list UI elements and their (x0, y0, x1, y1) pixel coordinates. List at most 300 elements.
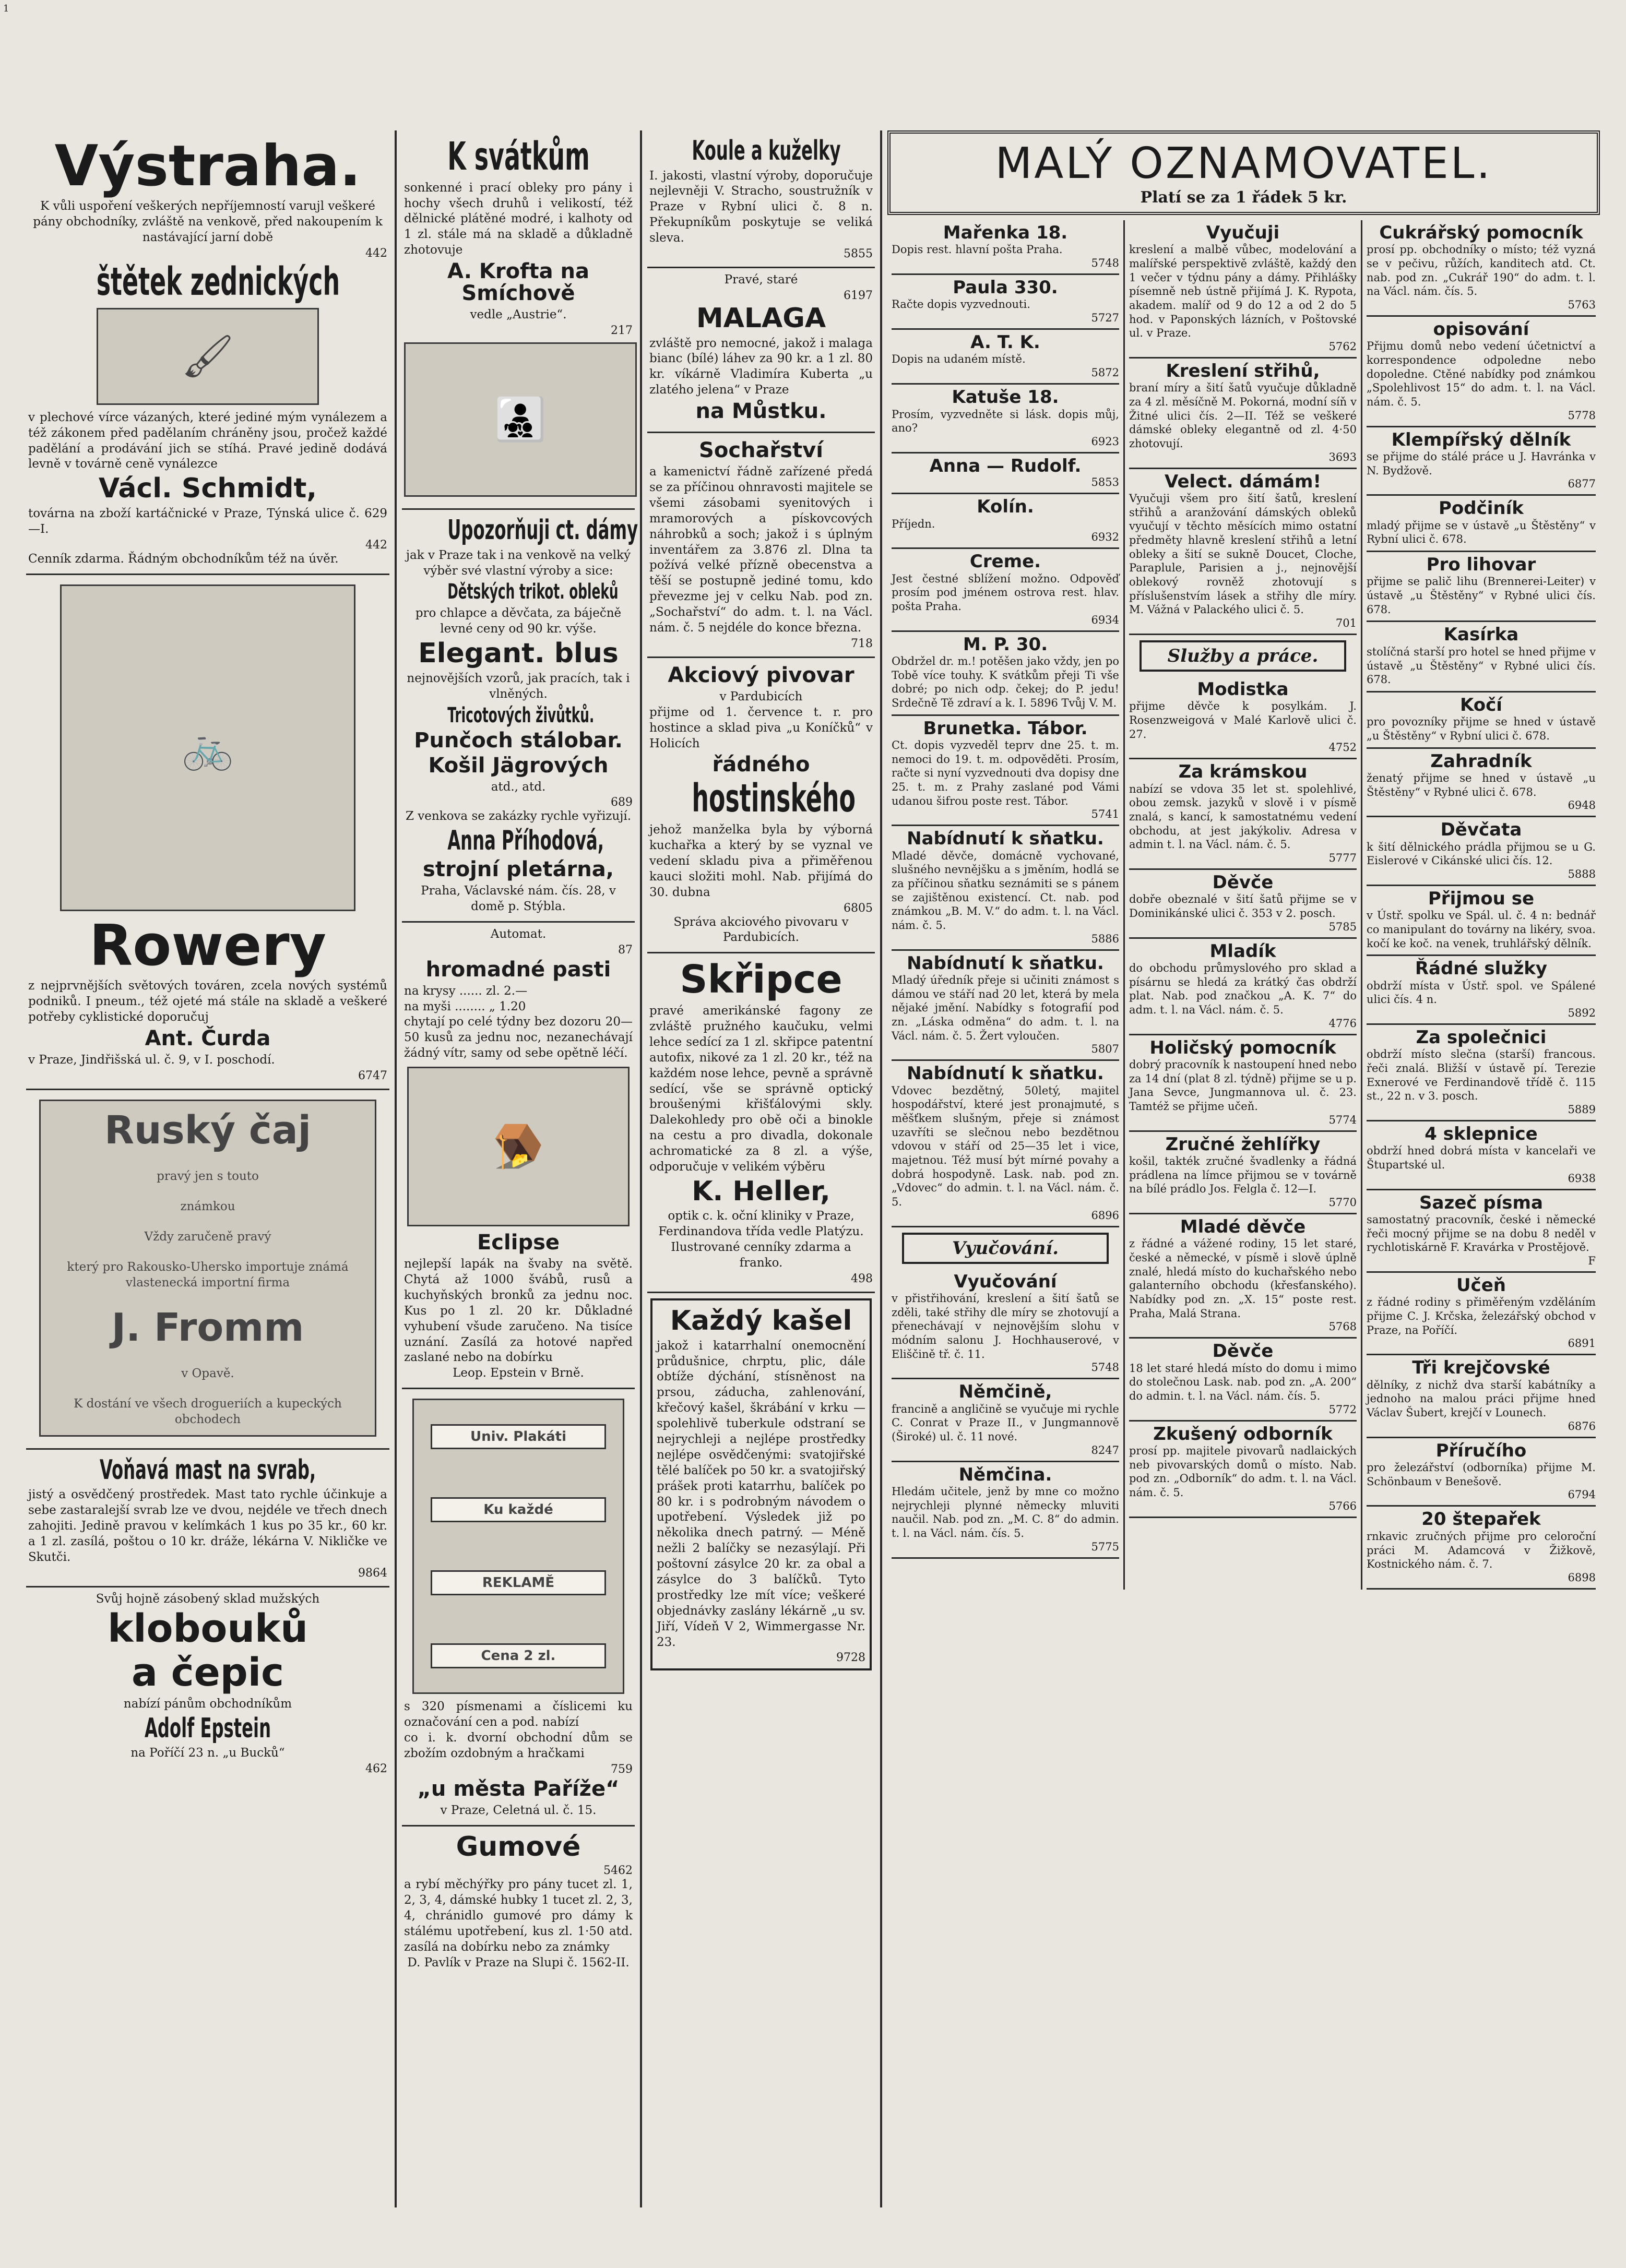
ad-text: továrna na zboží kartáčnické v Praze, Týnská ulice č. 629—I. (28, 506, 387, 536)
classified-heading: Modistka (1197, 678, 1289, 700)
section-label-vyucovani: Vyučování. (902, 1233, 1109, 1264)
ad-title: MALAGA (696, 302, 826, 334)
classified-number: 701 (1335, 616, 1357, 629)
ad-text: jistý a osvědčený prostředek. Mast tato rychle účinkuje a sebe zastaralejší svrab lze ve dvou, nejdéle ve třech dnech zahojiti. Jedině pravou v kelímkách 1 kus po 35 kr., 60 kr. a 1 zl. zasílá, poštou o 10 kr. dráže, lékárna V. Nikličke ve Skutči. (28, 1488, 387, 1564)
ad-number: 6197 (844, 289, 873, 302)
classified-number: 5772 (1328, 1403, 1357, 1416)
classified-text: Jest čestné sblížení možno. Odpověď prosím pod jménem ostrova rest. hlav. pošta Praha. (892, 572, 1119, 613)
ad-subtitle: Elegant. blus (418, 638, 619, 670)
ad-svatkum (402, 130, 635, 510)
ad-number: 759 (611, 1762, 633, 1776)
classified-heading: Děvče (1212, 872, 1274, 893)
classified-heading: Nabídnutí k sňatku. (907, 1063, 1104, 1084)
ad-title: Každý kašel (670, 1305, 852, 1337)
classified-ad (1367, 886, 1596, 956)
classified-number: 5748 (1091, 1361, 1119, 1374)
signboard-illustration (412, 1399, 624, 1694)
classified-ad (1129, 220, 1357, 359)
classified-ad (1367, 496, 1596, 552)
classified-text: 18 let staré hledá místo do domu i mimo do stolečnou Lask. nab. pod zn. „A. 200“ do admin. t. l. na Václ. nám. čís. 5. (1129, 1362, 1357, 1403)
ad-pivovar (647, 658, 875, 953)
ad-text: v Praze, Jindřišská ul. č. 9, v I. poschodí. (28, 1053, 275, 1067)
classified-text: Račte dopis vyzvednouti. (892, 298, 1030, 311)
board-plank: Univ. Plakáti (431, 1424, 606, 1449)
ad-rusky-caj (26, 1090, 389, 1450)
classified-heading: Mladík (1209, 940, 1276, 962)
classified-number: 5886 (1091, 932, 1119, 945)
classified-heading: Učeň (1456, 1275, 1506, 1296)
classified-number: 6948 (1568, 799, 1596, 812)
classified-ad (1367, 427, 1596, 496)
ad-subtitle: štětek zednických (96, 259, 340, 305)
classified-heading: Holičský pomocník (1149, 1037, 1336, 1058)
classified-number: 4776 (1328, 1017, 1357, 1030)
board-plank: REKLAMĚ (431, 1570, 606, 1595)
ad-text: nejlepší lapák na švaby na světě. Chytá až 1000 švábů, rusů a kuchyňských bronků za jednu noc. Kus po 1 zl. 20 kr. Důkladné vyhubení všude zaručeno. Na tisíce uznání. Zasílá za hotové napřed zaslané nebo na dobírku (404, 1257, 633, 1365)
ad-subtitle: Košil Jägrových (428, 753, 609, 778)
classified-heading: Zkušený odborník (1153, 1423, 1333, 1445)
ad-text: v plechové vírce vázaných, které jediné mým vynálezem a též zákonem před padělaním chráněny jsou, pročež každé padělání a prodávání jich se stíhá. Pravé jedině dodává levně v továrně ceně vynálezce (28, 410, 387, 471)
classified-text: v přistřihování, kreslení a šití šatů se zděli, také střihy dle míry se zhotovují a přenechávají v nejnovějším slohu v módním salonu J. Hochhauserové, v Eliščině tř. č. 11. (892, 1292, 1119, 1360)
banner-title: MALÝ OZNAMOVATEL. (995, 139, 1492, 188)
classified-heading: M. P. 30. (963, 634, 1048, 655)
classified-ad (1367, 817, 1596, 886)
ad-text: optik c. k. oční kliniky v Praze, Ferdinandova třída vedle Platýzu. (658, 1209, 864, 1239)
classified-heading: Příručího (1435, 1440, 1527, 1461)
classified-ad (1129, 359, 1357, 469)
classified-text: mladý přijme se v ústavě „u Štěstěny“ v Rybní ulici č. 678. (1366, 519, 1596, 546)
ad-text: v Praze, Celetná ul. č. 15. (440, 1803, 597, 1817)
classified-number: 5807 (1091, 1043, 1119, 1056)
classified-number: 8247 (1091, 1443, 1119, 1457)
ad-text: který pro Rakousko-Uhersko importuje známá vlastenecká importní firma (67, 1260, 349, 1290)
ad-name: Václ. Schmidt, (98, 473, 317, 505)
classified-heading: Za krámskou (1178, 761, 1308, 783)
classified-heading: Cukrářský pomocník (1379, 222, 1583, 243)
classified-number: 4752 (1328, 741, 1357, 754)
ad-subtitle: Punčoch stálobar. (414, 728, 623, 753)
classified-text: rnkavic zručných přijme pro celoroční práci M. Adamcová v Žižkově, Kostnického nám. č. 7. (1366, 1530, 1596, 1571)
classified-text: k šití dělnického prádla přijmou se u G. Eislerové v Cikánské ulici čís. 12. (1366, 840, 1596, 867)
ad-koule (647, 130, 875, 268)
classified-text: ženatý přijme se hned v ústavě „u Štěstěny“ v Rybné ulici č. 678. (1366, 771, 1596, 798)
classified-ad (1367, 1507, 1596, 1589)
classified-text: prosí pp. obchodníky o místo; též vyzná se v pečivu, růžích, kanditech atd. Ct. nab. pod zn. „Cukrář 190“ do adm. t. l. na Václ. nám. čís. 5. (1366, 243, 1596, 298)
classified-text: stolíčná starší pro hotel se hned přijme v ústavě „u Štěstěny“ v Rybné ulici čís. 678. (1366, 645, 1596, 686)
classified-text: v Ústř. spolku ve Spál. ul. č. 4 n: bednář co manipulant do továrny na likéry, svoa. kočí ke koč. na venek, truhlářský dělník. (1366, 909, 1596, 950)
classified-heading: Paula 330. (953, 277, 1058, 299)
classified-number: 3693 (1328, 450, 1357, 463)
classified-text: francině a angličině se vyučuje mi rychle C. Conrat v Praze II., v Jungmannově (Široké) ul. č. 11 nové. (892, 1402, 1119, 1443)
classified-text: do obchodu průmyslového pro sklad a písárnu se hledá za krátký čas obdrží plat. Nab. pod značkou „A. K. 7“ do adm. t. l. na Václ. nám. č. 5. (1129, 962, 1357, 1017)
ad-text: pro chlapce a děvčata, za báječně levné ceny od 90 kr. výše. (415, 606, 622, 636)
classified-heading: Kočí (1460, 694, 1502, 715)
classified-number: 5888 (1568, 867, 1596, 880)
ad-subtitle: Tricotových živůtků. (447, 703, 595, 727)
classified-ad (1367, 1438, 1596, 1507)
ad-text: co i. k. dvorní obchodní dům se zbožím ozdobným a hračkami (404, 1730, 633, 1760)
trap-illustration: 🪤 (407, 1067, 630, 1226)
classified-heading: Němčina. (958, 1464, 1052, 1485)
ad-text: v Pardubicích (719, 689, 803, 703)
classified-number: 5774 (1328, 1113, 1357, 1126)
classified-ad (1129, 870, 1357, 939)
classified-heading: 20 štepařek (1421, 1509, 1541, 1530)
classified-heading: Klempířský dělník (1391, 429, 1571, 450)
classified-ad (892, 275, 1119, 330)
ad-number: 462 (365, 1762, 387, 1776)
ad-text: K vůli uspoření veškerých nepříjemností varujl veškeré pány obchodníky, zvláště na venkově, před nakoupením k nastávající jarní době (33, 199, 383, 245)
classified-heading: Zahradník (1430, 750, 1532, 772)
classified-text: obdrží hned dobrá místa v kancelaři ve Štupartské ul. (1366, 1144, 1596, 1172)
classified-heading: Podčiník (1439, 498, 1524, 519)
ad-subtitle: strojní pletárna, (423, 857, 614, 881)
column-3 (642, 130, 882, 2207)
ad-text: Vždy zaručeně pravý (144, 1230, 271, 1244)
ad-subtitle: na Můstku. (695, 399, 827, 424)
classified-ad (892, 951, 1119, 1061)
ad-text: a kamenictví řádně zařízené předá se za příčinou ohnravosti majitele se všemi zásobami syenitových i mramorových a pískovcových náhrobků a soch; jakož i s úplným inventářem za 3.876 zl. Dlna ta požívá velké přízně obecenstva a těší se postupně jediné tomu, kdo převezme jej v celku Nab. pod zn. „Sochařství“ do adm. t. l. na Václ. nám. č. 5 nejdéle do konce března. (649, 465, 873, 635)
ad-title: Akciový pivovar (668, 663, 854, 687)
classified-heading: Anna — Rudolf. (929, 455, 1082, 476)
classified-number: 5872 (1091, 366, 1119, 379)
ad-text: z nejprvnějších světových továren, zcela nových systémů podniků. I pneum., též ojeté má stále na skladě a veškeré potřeby cyklistické doporučuj (28, 978, 387, 1024)
column-1 (21, 130, 397, 2207)
classified-number: 6794 (1568, 1488, 1596, 1501)
classified-number: 5777 (1328, 851, 1357, 864)
classified-ad (1367, 1273, 1596, 1355)
classified-ad (1129, 939, 1357, 1035)
classifieds-column-jobs (1362, 220, 1600, 1590)
classified-number: 5853 (1091, 476, 1119, 489)
ad-automat (402, 923, 635, 1389)
classified-number: 5889 (1568, 1103, 1596, 1116)
classified-text: dělníky, z nichž dva starší kabátníky a jednoho na malou práci přijme hned Václav Šubert, krejčí v Lounech. (1366, 1378, 1596, 1419)
classified-text: z řádné a vážené rodiny, 15 let staré, české a německé, v písmě i slově úplně znalé, hledá místo do kuchařského nebo galanterního obchodu (křesťanského). Nabídky pod zn. „X. 15“ poste rest. Praha, Malá Strana. (1129, 1237, 1357, 1320)
classified-text: Mladé děvče, domácně vychované, slušného nevnějšku a s jměním, hodlá se za příčinou sňatku seznámiti se s pánem se zajištěnou existencí. Ct. nab. pod známkou „B. M. V.“ do adm. t. l. na Václ. nám. č. 5. (892, 849, 1119, 932)
classified-number: 5763 (1568, 299, 1596, 312)
classified-ad (1129, 1339, 1357, 1421)
classified-text: Hledám učitele, jenž by mne co možno nejrychleji plynné německy mluviti naučil. Nab. pod zn. „M. C. 8“ do admin. t. l. na Václ. nám. čís. 5. (892, 1485, 1119, 1540)
classified-number: 6923 (1091, 435, 1119, 448)
column-2 (397, 130, 642, 2207)
classified-text: samostatný pracovník, české i německé řeči mocný přijme se na dobu 8 neděl v rychlotiskárně F. Kravárka v Prostějově. (1366, 1213, 1596, 1254)
ad-number: 442 (365, 538, 387, 552)
ad-text: Praha, Václavské nám. čís. 28, v domě p. Stýbla. (421, 884, 616, 913)
ad-title: Výstraha. (54, 134, 361, 199)
classified-text: nabízí se vdova 35 let st. spolehlivé, obou zemsk. jazyků v slově i v písmě znalá, s kancí, k samostatnému vedení obchodu, at jest jakýkoliv. Adresa v admin t. l. na Václ. nám. č. 5. (1129, 782, 1357, 851)
classified-heading: Přijmou se (1428, 888, 1535, 909)
ad-number: 6805 (844, 901, 873, 915)
classified-heading: Zručné žehlířky (1165, 1133, 1321, 1155)
classified-list (1129, 220, 1357, 1518)
classified-ad (892, 632, 1119, 716)
classified-ad (892, 549, 1119, 631)
classified-number: 5727 (1091, 312, 1119, 325)
ad-name: A. Krofta na Smíchově (447, 259, 589, 306)
classified-heading: Tři krejčovské (1412, 1357, 1550, 1379)
classified-ad (1367, 1190, 1596, 1273)
ad-title: a čepic (132, 1650, 284, 1696)
classified-heading: Sazeč písma (1419, 1192, 1543, 1213)
classified-number: 5785 (1328, 920, 1357, 933)
ad-text: Svůj hojně zásobený sklad mužských (96, 1592, 320, 1606)
classified-number: 5778 (1568, 409, 1596, 422)
classified-heading: Vyučuji (1206, 222, 1280, 243)
ad-text: na myši ........ „ 1.20 (404, 999, 526, 1013)
classified-ad (1367, 1025, 1596, 1121)
classified-ad (1129, 759, 1357, 870)
ad-text: nejnovějších vzorů, jak pracích, tak i vlněných. (407, 671, 630, 701)
ad-text: atd., atd. (491, 780, 546, 794)
classified-ad (1367, 317, 1596, 427)
classified-heading: Děvče (1212, 1341, 1274, 1362)
classified-number: 6896 (1091, 1209, 1119, 1222)
ad-firm: J. Fromm (111, 1305, 304, 1350)
ad-text: Ilustrované cenníky zdarma a franko. (671, 1240, 851, 1270)
ad-rowery (26, 575, 389, 1090)
classified-heading: Pro lihovar (1426, 554, 1536, 576)
ad-text: zvláště pro nemocné, jakož i malaga bianc (bílé) láhev za 90 kr. a 1 zl. 80 kr. víkárně Vladimíra Kuberta „u zlatého jelena“ v Praze (649, 336, 873, 397)
classified-list (892, 1269, 1119, 1559)
ad-text: sonkenné i prací obleky pro pány i hochy všech druhů i velikostí, též dělnické plátěné modré, i kalhoty od 1 zl. stále má na skladě a důkladně zhotovuje (404, 181, 633, 257)
classified-ad (1367, 749, 1596, 818)
classified-ad (1367, 1355, 1596, 1438)
banner-subtitle: Platí se za 1 řádek 5 kr. (1140, 188, 1347, 207)
classified-number: 6898 (1568, 1571, 1596, 1584)
section-label: Služby a práce. (1140, 640, 1346, 672)
ad-title: Ruský čaj (104, 1107, 312, 1153)
ad-number: 498 (851, 1272, 873, 1286)
classified-ad (892, 453, 1119, 494)
ad-text: jehož manželka byla by výborná kuchařka a který by se vyznal ve vedení skladu piva a přiměřenou kauci složiti mohl. Nab. přijímá do 30. dubna (649, 823, 873, 899)
classified-ad (892, 1061, 1119, 1227)
classified-number: F (1588, 1255, 1596, 1268)
ad-text: Cenník zdarma. Řádným obchodníkům též na úvěr. (28, 552, 339, 566)
classified-ad (892, 330, 1119, 385)
classified-number: 5892 (1568, 1006, 1596, 1019)
classified-ad (1129, 1422, 1357, 1518)
ad-title: „u města Paříže“ (417, 1776, 620, 1801)
classified-ad (892, 494, 1119, 549)
ad-text: pravé amerikánské fagony ze zvláště pružného kaučuku, velmi lehce sedící za 1 zl. skřipce patentní autofix, nikové za 1 zl. 20 kr., též na každém nose lehce, pevně a správně sedící, vše se správně optický broušenými křišťálovými skly. Dalekohledy pro obě oči a binokle na cestu a pro divadla, dokonale achromatické za 8 zl. a výše, odporučuje v velikém výběru (649, 1004, 873, 1174)
ad-text: přijme od 1. července t. r. pro hostince a sklad piva „u Koníčků“ v Holicích (649, 705, 873, 750)
classified-heading: Nabídnutí k sňatku. (907, 828, 1104, 850)
ad-text: K dostání ve všech drogueriích a kupeckých obchodech (74, 1396, 342, 1426)
classified-text: Prosím, vyzvedněte si lásk. dopis můj, ano? (892, 408, 1119, 435)
ad-damy (402, 510, 638, 923)
ad-malaga (647, 268, 875, 433)
ad-skripce (647, 953, 875, 1293)
classified-text: Obdržel dr. m.! potěšen jako vždy, jen po Tobě více touhy. K svátkům přeji Ti vše dobré; po nich odp. čekej; do P. jedu! Srdečně Tě zdraví a k. I. 5896 Tvůj V. M. (892, 655, 1119, 709)
classified-text: pro povozníky přijme se hned v ústavě „u Štěstěny“ v Rybní ulici č. 678. (1366, 715, 1596, 742)
classified-number: 6938 (1568, 1172, 1596, 1185)
classified-text: Vyučuji všem pro šití šatů, kreslení střihů a aranžování dámských obleků vyučují v těchto měsících mimo ostatní předměty hlavně kreslení střihů a letní obleky a šití se sukně Doucet, Cloche, Paraplule, Parisien a j., nejnovější oblekový rovněž zhotovují s příslušenstvím lásek a střihy dle míry. M. Vážná v Palackého ulici č. 5. (1129, 492, 1357, 616)
classified-ad (1367, 1121, 1596, 1190)
classified-heading: opisování (1433, 319, 1529, 340)
ad-text: na Poříčí 23 n. „u Bucků“ (130, 1746, 285, 1760)
classified-heading: Kasírka (1443, 624, 1519, 646)
classified-ad (1129, 1132, 1357, 1214)
classified-text: Příjedn. (892, 517, 935, 530)
ad-gumove (402, 1827, 635, 1977)
ad-title: Koule a kuželky (692, 135, 841, 166)
trowel-brush-image: 🖌 (97, 308, 319, 405)
classified-number: 6932 (1091, 531, 1119, 544)
ad-title: Upozorňuji ct. dámy (447, 515, 638, 546)
ad-text: jakož i katarrhalní onemocnění průdušnice, chrptu, plic, dále obtíže dýchání, stísněnost na prsou, záducha, zahlenování, křečový kašel, škrábání v krku — spolehlivě tuberkule odstraní se nejrychleji a nejlépe prostředky nejlépe osvědčenými: svatojiřské tělé balíček po 50 kr. a svatojiřský prášek proti katarrhu, balíček po 80 kr. i s podrobným návodem o upotřebení. Výsledek již po několika dnech patrný. — Méně nežli 2 balíčky se nezasýlají. Při poštovní zásylce 20 kr. za obal a zásylce do 3 balíčků. Tyto prostředky lze mít více; veškeré objednávky zaslány lékárně „u sv. Jiří, Vídeň V 2, Wimmergasse Nr. 23. (657, 1339, 865, 1649)
classified-ad (1129, 1035, 1357, 1132)
ad-text: a rybí měchýřky pro pány tucet zl. 1, 2, 3, 4, dámské hubky 1 tucet zl. 2, 3, 4, chránidlo gumové pro dámy k stálému upotřebení, kus zl. 1·50 atd. zasílá na dobírku nebo za známky (404, 1878, 633, 1954)
classified-ad (1367, 956, 1596, 1025)
ad-kasel (650, 1298, 872, 1670)
classified-number: 6876 (1568, 1419, 1596, 1433)
classified-heading: Mařenka 18. (943, 222, 1068, 243)
ad-socharstvi (647, 433, 875, 658)
ad-subtitle: hostinského (692, 776, 856, 821)
ad-number: 217 (611, 324, 633, 338)
classified-number: 5762 (1328, 340, 1357, 353)
classified-heading: Brunetka. Tábor. (923, 718, 1088, 739)
bicycle-rider-image: 🚲 (60, 584, 355, 911)
classified-heading: Velect. dámám! (1164, 471, 1321, 492)
ad-subtitle: řádného (712, 753, 810, 777)
classified-number: 5766 (1328, 1499, 1357, 1512)
classifieds-section (882, 130, 1605, 2207)
ad-number: 9864 (358, 1566, 387, 1580)
ad-text: pravý jen s touto (157, 1169, 259, 1183)
ad-subtitle: Eclipse (477, 1231, 560, 1255)
classified-heading: Za společnici (1416, 1026, 1547, 1048)
classified-list (892, 220, 1119, 1227)
classifieds-grid (887, 220, 1600, 1590)
classified-text: se přijme do stálé práce u J. Havránka v N. Bydžově. (1366, 450, 1596, 477)
classified-list (1367, 220, 1596, 1590)
ad-text: nabízí pánům obchodníkům (123, 1697, 292, 1711)
classified-heading: Kolín. (977, 496, 1034, 518)
classified-number: 5775 (1091, 1540, 1119, 1553)
classified-heading: Řádné služky (1415, 958, 1548, 980)
classified-number: 5768 (1328, 1320, 1357, 1333)
ad-text: na krysy ...... zl. 2.— (404, 984, 528, 998)
ad-text: Z venkova se zakázky rychle vyřizují. (405, 809, 632, 823)
ad-number: 442 (365, 247, 387, 260)
classified-text: Mladý úředník přeje si učiniti známost s dámou ve stáří nad 20 let, která by mela nějaké jmění. Nabídky s fotografií pod zn. „Láska odměna“ do adm. t. l. na Václ. nám. č. 5. Žert vyloučen. (892, 974, 1119, 1042)
classified-text: obdrží místa v Ústř. spol. ve Spálené ulici čís. 4 n. (1366, 979, 1596, 1006)
classified-ad (892, 385, 1119, 453)
classified-ad (892, 1269, 1119, 1380)
ad-number: 87 (618, 943, 633, 957)
classified-heading: Němčině, (958, 1381, 1052, 1403)
classified-ad (1129, 677, 1357, 759)
classified-heading: Katuše 18. (952, 387, 1059, 408)
classified-number: 6934 (1091, 613, 1119, 626)
ad-subtitle: Dětských trikot. obleků (447, 580, 619, 604)
ad-text: chytají po celé týdny bez dozoru 20—50 kusů za jednu noc, nezanechávají žádný vítr, samy od sebe opětně léčí. (404, 1015, 633, 1060)
ad-title: K svátkům (447, 134, 590, 179)
ad-title: hromadné pasti (425, 957, 611, 982)
ad-title: Sochařství (699, 438, 823, 463)
ad-name: Anna Příhodová, (447, 825, 604, 857)
classified-text: pro železářství (odborníka) přijme M. Schönbaum v Benešově. (1366, 1461, 1596, 1488)
classified-heading: Kreslení střihů, (1166, 360, 1320, 381)
classified-heading: Creme. (969, 551, 1041, 572)
columns (21, 130, 1605, 2207)
classified-text: přijme se palič lihu (Brennerei-Leiter) v ústavě „u Štěstěny“ v Rybné ulici čís. 678. (1366, 575, 1596, 616)
ad-number: 6747 (358, 1069, 387, 1082)
classifieds-banner (887, 130, 1600, 215)
classified-text: braní míry a šití šatů vyučuje důkladně za 4 zl. měsíčně M. Pokorná, modní síň v Žitné ulici čís. 2—II. Též se veškeré dámské obleky elegantně od zl. 4·50 zhotovují. (1129, 381, 1357, 450)
classified-text: Dopis rest. hlavní pošta Praha. (892, 243, 1063, 256)
ad-number: 718 (851, 637, 873, 650)
ad-name: K. Heller, (692, 1175, 830, 1207)
children-illustration: 👨‍👧‍👦 (404, 342, 637, 497)
ad-firm: Ant. Čurda (145, 1026, 271, 1051)
classified-text: z řádné rodiny s přiměřeným vzděláním přijme C. J. Krčska, železářský obchod v Praze, na Poříčí. (1366, 1296, 1596, 1336)
ad-text: známkou (180, 1199, 235, 1213)
ad-label: Pravé, staré (724, 273, 798, 287)
ad-number: 5855 (844, 247, 873, 261)
ad-mast (26, 1450, 389, 1587)
classified-text: košil, takték zručné švadlenky a řádná prádlena na límce přijmou se v továrně na bílé prádlo Jos. Felgla č. 12—I. (1129, 1155, 1357, 1196)
classified-text: Přijmu domů nebo vedení účetnictví a korrespondence odpoledne nebo dopoledne. Ctěné nabídky pod známkou „Spolehlivost 15“ do adm. t. l. na Václ. nám. č. 5. (1366, 340, 1596, 409)
classified-number: 5770 (1328, 1196, 1357, 1209)
classified-ad (1367, 622, 1596, 692)
ad-vystraha (26, 130, 389, 575)
ad-text: I. jakosti, vlastní výroby, doporučuje nejlevněji V. Stracho, soustružník v Praze v Rybní ulici č. 8 n. Překupníkům poskytuje se veliká sleva. (649, 169, 873, 245)
classified-heading: A. T. K. (970, 332, 1040, 353)
classifieds-column-personal (887, 220, 1125, 1590)
ad-title: Voňavá mast na svrab, (99, 1454, 316, 1486)
classified-number: 6877 (1568, 478, 1596, 491)
ad-number: 689 (611, 796, 633, 809)
classified-heading: Děvčata (1440, 819, 1522, 841)
classified-number: 5748 (1091, 257, 1119, 270)
classified-ad (1129, 469, 1357, 635)
ad-klobouky (26, 1587, 389, 1782)
classified-text: dobře obeznalé v šití šatů přijme se v Dominikánské ulici č. 353 v 2. posch. (1129, 893, 1357, 920)
classified-text: prosí pp. majitele pivovarů nadlaických neb pivovarských domů o místo. Nab. pod zn. „Odborník“ do adm. t. l. na Václ. nám. č. 5. (1129, 1445, 1357, 1499)
classified-heading: Vyučování (954, 1271, 1057, 1292)
classified-ad (892, 220, 1119, 275)
classified-heading: 4 sklepnice (1425, 1124, 1538, 1144)
ad-plakaty (402, 1389, 635, 1826)
ad-sign: Správa akciového pivovaru v Pardubicích. (673, 915, 849, 945)
classified-heading: Mladé děvče (1180, 1216, 1306, 1238)
ad-text: v Opavě. (181, 1366, 234, 1380)
classified-text: Vdovec bezdětný, 50letý, majitel hospodářství, které jest pronajmuté, s měšťkem slušným, přeje si známost uzavříti se slečnou nebo bezdětnou vdovou v stáří od 25—35 let i vice, majetnou. Též musí být mírné povahy a dobrá hospodyně. Lask. nab. pod zn. „Vdovec“ do admin. t. l. na Václ. nám. č. 5. (892, 1084, 1119, 1208)
classified-ad (892, 716, 1119, 827)
corner-mark: 1 (3, 3, 9, 14)
ad-text: s 320 písmenami a číslicemi ku označování cen a pod. nabízí (404, 1700, 633, 1729)
ad-title: Skřipce (680, 957, 842, 1002)
ad-name: Leop. Epstein v Brně. (453, 1366, 584, 1380)
classified-ad (1129, 1214, 1357, 1339)
classified-text: přijme děvče k posylkám. J. Rosenzweigová v Malé Karlově ulici č. 27. (1129, 700, 1357, 741)
ad-label: Automat. (490, 927, 547, 941)
board-plank: Ku každé (431, 1497, 606, 1522)
classified-ad (1367, 693, 1596, 749)
board-plank: Cena 2 zl. (431, 1643, 606, 1668)
ad-name: D. Pavlík v Praze na Slupi č. 1562-II. (407, 1955, 630, 1969)
ad-name: Adolf Epstein (144, 1712, 271, 1744)
classified-number: 5741 (1091, 808, 1119, 821)
classified-number: 6891 (1568, 1337, 1596, 1350)
ad-number: 9728 (836, 1651, 865, 1665)
classified-text: dobrý pracovník k nastoupení hned nebo za 14 dní (plat 8 zl. týdně) přijme se u p. Jana Sevce, Jungmannova ul. č. 23. Tamtéž se přijme učeň. (1129, 1058, 1357, 1113)
classified-ad (1367, 552, 1596, 622)
ad-text: vedle „Austrie“. (470, 308, 567, 322)
